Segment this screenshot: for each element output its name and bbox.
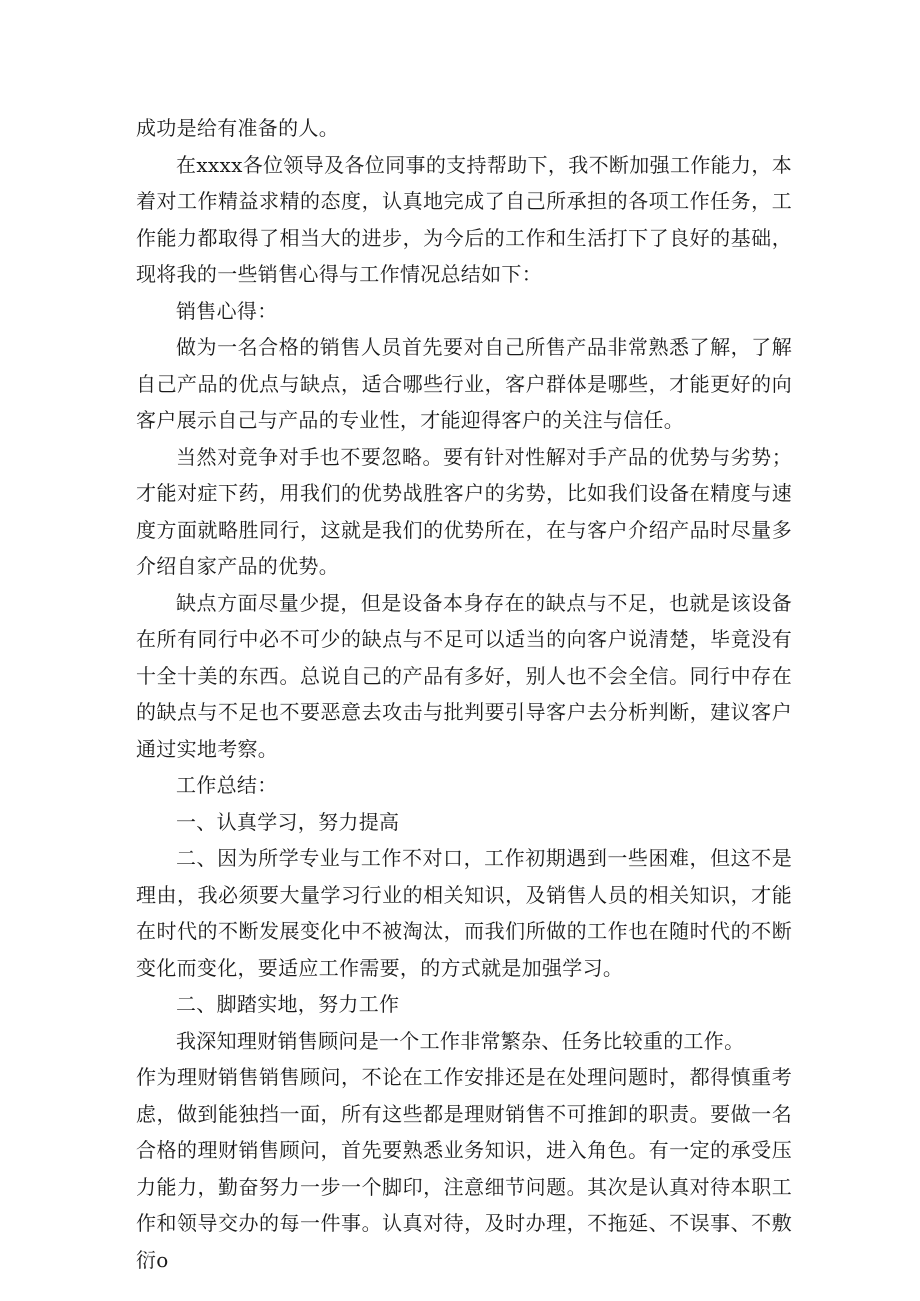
section-heading-sales-experience: 销售心得： <box>176 298 278 323</box>
subheading-study: 一、认真学习，努力提高 <box>176 809 400 834</box>
paragraph-9: 二、因为所学专业与工作不对口，工作初期遇到一些困难，但这不是理由，我必须要大量学习行业的相关知识，及销售人员的相关知识，才能在时代的不断发展变化中不被淘汰，而我们所做的工作也在随时代的不断变化而变化，要适应工作需要，的方式就是加强学习。 <box>136 846 792 980</box>
subheading-work-hard: 二、脚踏实地，努力工作 <box>176 992 400 1016</box>
paragraph-1: 成功是给有准备的人。 <box>136 116 339 140</box>
document-body <box>136 110 792 1278</box>
section-heading-work-summary: 工作总结： <box>176 773 278 797</box>
paragraph-5: 当然对竞争对手也不要忽略。要有针对性解对手产品的优势与劣势；才能对症下药，用我们的优势战胜客户的劣势，比如我们设备在精度与速度方面就略胜同行，这就是我们的优势所在，在与客户介绍产品时尽量多介绍自家产品的优势。 <box>136 444 792 578</box>
paragraph-11: 我深知理财销售顾问是一个工作非常繁杂、任务比较重的工作。 <box>176 1028 745 1053</box>
paragraph-4: 做为一名合格的销售人员首先要对自己所售产品非常熟悉了解，了解自己产品的优点与缺点，适合哪些行业，客户群体是哪些，才能更好的向客户展示自己与产品的专业性，才能迎得客户的关注与信任。 <box>136 335 792 432</box>
paragraph-6: 缺点方面尽量少提，但是设备本身存在的缺点与不足，也就是该设备在所有同行中必不可少的缺点与不足可以适当的向客户说清楚，毕竟没有十全十美的东西。总说自己的产品有多好，别人也不会全信。同行中存在的缺点与不足也不要恶意去攻击与批判要引导客户去分析判断，建议客户通过实地考察。 <box>136 590 792 761</box>
paragraph-12: 作为理财销售销售顾问，不论在工作安排还是在处理问题时，都得慎重考虑，做到能独挡一面，所有这些都是理财销售不可推卸的职责。要做一名合格的理财销售顾问，首先要熟悉业务知识，进入角色。有一定的承受压力能力，勤奋努力一步一个脚印，注意细节问题。其次是认真对待本职工作和领导交办的每一件事。认真对待，及时办理，不拖延、不误事、不敷衍o <box>136 1065 792 1272</box>
paragraph-2: 在xxxx各位领导及各位同事的支持帮助下，我不断加强工作能力，本着对工作精益求精的态度，认真地完成了自己所承担的各项工作任务，工作能力都取得了相当大的进步，为今后的工作和生活打下了良好的基础，现将我的一些销售心得与工作情况总结如下： <box>136 152 792 286</box>
